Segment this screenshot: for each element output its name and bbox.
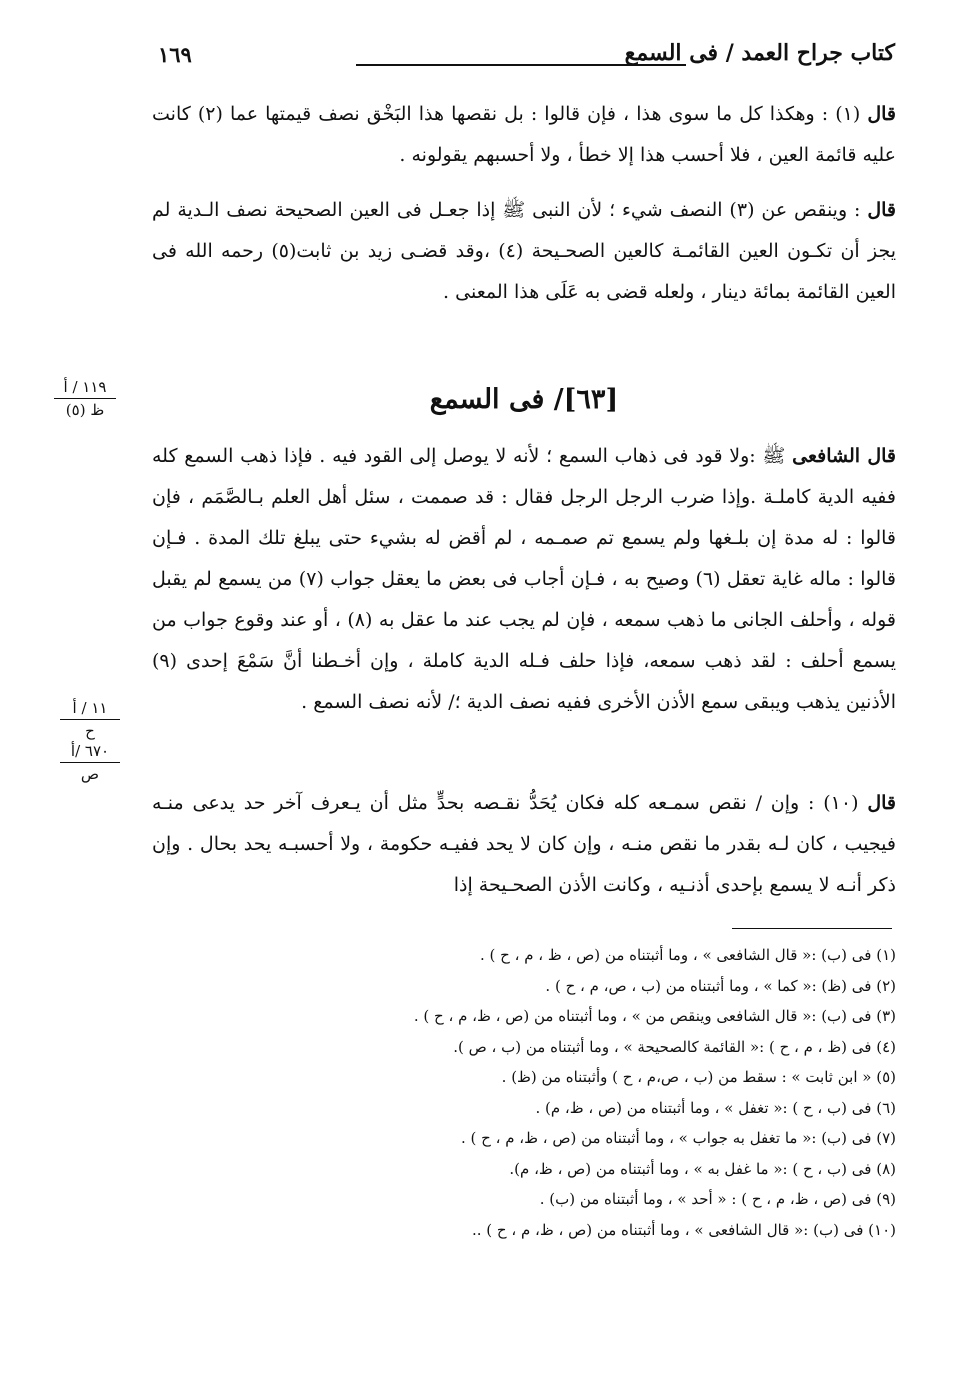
margin-ref-divider xyxy=(54,398,116,399)
paragraph-lead: قال الشافعى xyxy=(792,445,896,467)
footnotes xyxy=(152,940,896,1245)
footnote-separator xyxy=(732,928,892,929)
paragraph xyxy=(152,783,896,906)
section-heading: [٦٣]/ فى السمع xyxy=(429,384,619,415)
margin-ref-divider xyxy=(60,762,120,763)
paragraph-lead: قال xyxy=(867,792,896,814)
footnote: (١٠) فى (ب) :« قال الشافعى » ، وما أثبتناه من (ص ، ظ، م ، ح ) .. xyxy=(471,1220,896,1239)
running-title: كتاب جراح العمد / فى السمع xyxy=(624,40,895,66)
footnote: (٢) فى (ظ) :« كما » ، وما أثبتناه من (ب ، ص، م ، ح ) . xyxy=(545,976,896,995)
footnote: (٩) فى (ص ، ظ، م ، ح ) : « أحد » ، وما أثبتناه من (ب) . xyxy=(539,1190,896,1208)
running-header xyxy=(150,38,895,78)
margin-ref-folio: ١١٩ / أ xyxy=(63,378,107,396)
footnote: (١) فى (ب) :« قال الشافعى » ، وما أثبتناه من (ص ، ظ ، م ، ح ) . xyxy=(480,946,896,964)
footnote: (٨) فى (ب ، ح ) :« ما غفل به » ، وما أثبتناه من (ص ، ظ، م). xyxy=(509,1159,896,1178)
page-number: ١٦٩ xyxy=(158,42,192,67)
margin-ref-folio: ٦٧٠ /أ xyxy=(70,742,110,760)
paragraph xyxy=(152,190,896,313)
footnote: (٥) « ابن ثابت » : سقط من (ب ، ص،م ، ح ) وأثبتناه من (ظ) . xyxy=(501,1068,896,1086)
margin-ref-manuscript: ص xyxy=(80,765,100,783)
paragraph-text: (١٠) : وإن / نقص سمـعه كله فكان يُحَدُّ نقـصه بحدٍّ مثل أن يـعرف آخر حد يدعى منـه فيجيب ، كان لـه بقدر ما نقص منـه ، وإن كان لا يحد ففيـه حكومة ، ولا أحسبـه يحد بحال . وإن ذكر أنـه لا يسمع بإحدى أذنـيه ، وكانت الأذن الصحـيحة إذا xyxy=(152,792,896,896)
paragraph xyxy=(152,94,896,176)
paragraph-text: : وينقص عن (٣) النصف شيء ؛ لأن النبى ﷺ إذا جعـل فى العين الصحيحة نصف الـدية لم يجز أن تكـون العين القائمـة كالعين الصحـيحة (٤) ،وقد قضـى زيد بن ثابت(٥) رحمه الله فى العين القائمة بمائة دينار ، ولعله قضى به عَلَى هذا المعنى . xyxy=(152,199,897,303)
margin-ref-manuscript: ظ (٥) xyxy=(65,401,105,419)
footnote: (٧) فى (ب) :« ما تغفل به جواب » ، وما أثبتناه من (ص ، ظ، م ، ح ) . xyxy=(461,1129,896,1147)
paragraph-text: ﷺ :ولا قود فى ذهاب السمع ؛ لأنه لا يوصل إلى القود فيه . فإذا ذهب السمع كله ففيه الدية كاملـة .وإذا ضرب الرجل الرجل فقال : قد صممت ، سئل أهل العلم بـالصَّمَم ، فإن قالوا : له مدة إن بلـغها ولم يسمع تم صمـمه ، لم أقض له بشيء حتى يبلغ تلك المدة . فـإن قالوا : ماله غاية تعقل (٦) وصيح به ، فـإن أجاب فى بعض ما يعقل جواب (٧) من يسمع لم يقبل قوله ، وأحلف الجانى ما ذهب سمعه ، فإن لم يجب عند ما عقل به (٨) ، أو عند وقوع جواب من يسمع أحلف : لقد ذهب سمعه، فإذا حلف فـله الدية كاملة ، وإن أخـطنا أنَّ سَمْعَ إحدى (٩) الأذنين يذهب ويبقى سمع الأذن الأخرى ففيه نصف الدية ؛/ لأنه نصف السمع . xyxy=(152,445,896,713)
margin-reference xyxy=(60,698,120,784)
paragraph xyxy=(152,436,896,723)
margin-reference xyxy=(54,377,116,420)
paragraph-lead: قال xyxy=(867,103,897,125)
margin-ref-folio: ١١ / أ xyxy=(72,699,108,717)
paragraph-text: (١) : وهكذا كل ما سوى هذا ، فإن قالوا : بل نقصها هذا البَخْق نصف قيمتها عما (٢) كانت عليه قائمة العين ، فلا أحسب هذا إلا خطأ ، ولا أحسبهم يقولونه . xyxy=(152,103,896,166)
paragraph-lead: قال xyxy=(867,199,897,221)
footnote: (٣) فى (ب) :« قال الشافعى وينقص من » ، وما أثبتناه من (ص ، ظ، م ، ح ) . xyxy=(413,1007,896,1025)
footnote: (٦) فى (ب ، ح ) :« تغفل » ، وما أثبتناه من (ص ، ظ، م) . xyxy=(535,1098,896,1117)
margin-ref-manuscript: ح xyxy=(85,722,95,740)
margin-ref-divider xyxy=(60,719,120,720)
footnote: (٤) فى (ظ ، م ، ح ) :« القائمة كالصحيحة » ، وما أثبتناه من (ب ، ص ). xyxy=(453,1037,896,1056)
